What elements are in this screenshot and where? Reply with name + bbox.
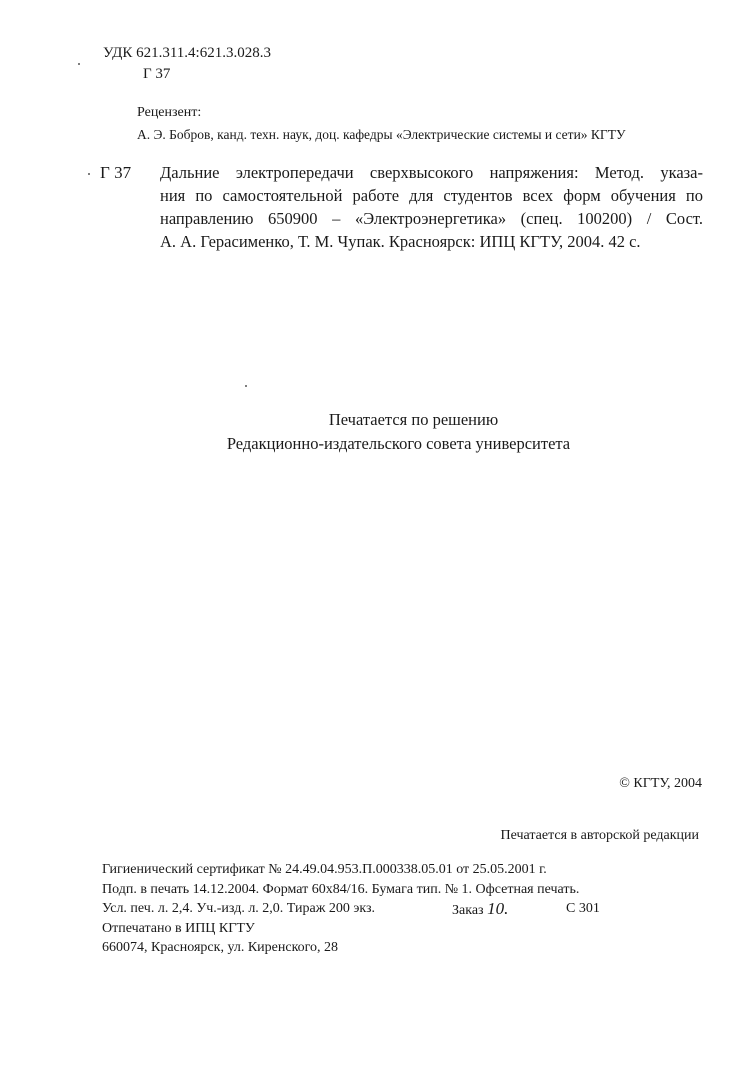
order-number: 10.: [487, 899, 509, 918]
reviewer-text: А. Э. Бобров, канд. техн. наук, доц. кафедры «Электрические системы и сети» КГТУ: [137, 127, 626, 142]
imprint-block: [102, 860, 600, 958]
description-line: Дальние электропередачи сверхвысокого напряжения: Метод. указа-: [160, 163, 703, 182]
edition-note: Печатается в авторской редакции: [500, 828, 699, 843]
udk-code: УДК 621.311.4:621.3.028.3: [103, 45, 271, 61]
order-label: Заказ: [452, 903, 484, 918]
order-info: [452, 899, 508, 921]
printed-at: Отпечатано в ИПЦ КГТУ: [102, 920, 255, 936]
reviewer-label: Рецензент:: [137, 105, 202, 120]
scan-speck: [245, 385, 247, 387]
bibliographic-description: [160, 161, 703, 253]
hygiene-certificate: Гигиенический сертификат № 24.49.04.953.П.000338.05.01 от 25.05.2001 г.: [102, 862, 547, 877]
copyright: © КГТУ, 2004: [619, 776, 702, 791]
description-line: ния по самостоятельной работе для студентов всех форм обучения по: [160, 186, 703, 205]
description-line: А. А. Герасименко, Т. М. Чупак. Красноярск: ИПЦ КГТУ, 2004. 42 с.: [160, 232, 641, 251]
print-details: Подп. в печать 14.12.2004. Формат 60х84/16. Бумага тип. № 1. Офсетная печать.: [102, 881, 580, 897]
print-volume-row: [102, 899, 600, 919]
publication-note-line2: Редакционно-издательского совета университета: [226, 434, 571, 453]
description-line: направлению 650900 – «Электроэнергетика» (спец. 100200) / Сост.: [160, 209, 703, 228]
bibliographic-code: Г 37: [100, 163, 132, 182]
publication-note-line1: Печатается по решению: [328, 410, 499, 429]
print-volume: Усл. печ. л. 2,4. Уч.-изд. л. 2,0. Тираж 200 экз.: [102, 901, 376, 916]
page-code: С 301: [566, 901, 600, 916]
scan-speck: [88, 173, 90, 175]
classification-code: Г 37: [143, 66, 171, 82]
address: 660074, Красноярск, ул. Киренского, 28: [102, 940, 339, 955]
scan-speck: [78, 63, 80, 65]
